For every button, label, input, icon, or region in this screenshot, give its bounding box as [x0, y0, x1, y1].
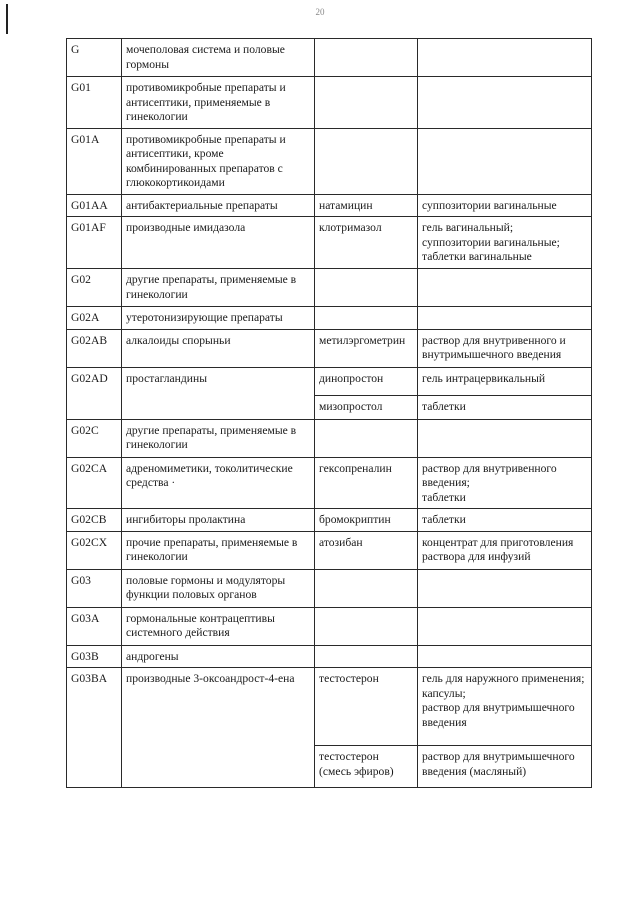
cell-form: таблетки — [418, 395, 592, 419]
cell-code: G02CA — [67, 457, 122, 509]
cell-drug — [315, 569, 418, 607]
table-body — [67, 39, 592, 788]
table-row — [67, 419, 592, 457]
cell-group: антибактериальные препараты — [122, 194, 315, 217]
scan-edge-mark — [6, 4, 8, 34]
cell-form: гель для наружного применения; капсулы; раствор для внутримышечного введения — [418, 668, 592, 746]
table-row — [67, 269, 592, 307]
table-row — [67, 457, 592, 509]
cell-code: G03BA — [67, 668, 122, 788]
cell-group: другие препараты, применяемые в гинекологии — [122, 269, 315, 307]
cell-form — [418, 607, 592, 645]
cell-code: G02 — [67, 269, 122, 307]
cell-drug: метилэргометрин — [315, 329, 418, 367]
table-row — [67, 128, 592, 194]
cell-group: гормональные контрацептивы системного действия — [122, 607, 315, 645]
table-row — [67, 39, 592, 77]
table-row — [67, 509, 592, 532]
cell-drug: клотримазол — [315, 217, 418, 269]
cell-code: G03A — [67, 607, 122, 645]
cell-group: производные имидазола — [122, 217, 315, 269]
drug-classification-table — [66, 38, 592, 788]
cell-form — [418, 39, 592, 77]
cell-drug: динопростон — [315, 367, 418, 395]
table-row — [67, 569, 592, 607]
cell-code: G01AA — [67, 194, 122, 217]
cell-group: адреномиметики, токолитические средства · — [122, 457, 315, 509]
cell-drug: мизопростол — [315, 395, 418, 419]
cell-form — [418, 307, 592, 330]
cell-group: половые гормоны и модуляторы функции половых органов — [122, 569, 315, 607]
cell-form — [418, 569, 592, 607]
cell-group: производные 3-оксоандрост-4-ена — [122, 668, 315, 788]
cell-form — [418, 419, 592, 457]
cell-code: G01AF — [67, 217, 122, 269]
cell-group: ингибиторы пролактина — [122, 509, 315, 532]
cell-form: концентрат для приготовления раствора для инфузий — [418, 531, 592, 569]
cell-form: раствор для внутривенного и внутримышечного введения — [418, 329, 592, 367]
cell-form: суппозитории вагинальные — [418, 194, 592, 217]
cell-drug: тестостерон — [315, 668, 418, 746]
cell-group: противомикробные препараты и антисептики, применяемые в гинекологии — [122, 77, 315, 129]
cell-group: алкалоиды спорыньи — [122, 329, 315, 367]
cell-code: G02CX — [67, 531, 122, 569]
cell-group: простагландины — [122, 367, 315, 419]
cell-drug: натамицин — [315, 194, 418, 217]
table-row — [67, 329, 592, 367]
cell-drug: тестостерон (смесь эфиров) — [315, 746, 418, 788]
cell-group: утеротонизирующие препараты — [122, 307, 315, 330]
cell-drug — [315, 307, 418, 330]
cell-drug — [315, 607, 418, 645]
cell-code: G03B — [67, 645, 122, 668]
cell-form: таблетки — [418, 509, 592, 532]
table-row — [67, 217, 592, 269]
cell-drug — [315, 419, 418, 457]
table-row — [67, 607, 592, 645]
cell-form — [418, 269, 592, 307]
cell-form: раствор для внутривенного введения; таблетки — [418, 457, 592, 509]
table-row — [67, 668, 592, 746]
cell-group: другие препараты, применяемые в гинекологии — [122, 419, 315, 457]
table-row — [67, 645, 592, 668]
cell-drug — [315, 77, 418, 129]
cell-drug — [315, 645, 418, 668]
cell-drug: гексопреналин — [315, 457, 418, 509]
cell-form: гель вагинальный; суппозитории вагинальные; таблетки вагинальные — [418, 217, 592, 269]
cell-code: G — [67, 39, 122, 77]
cell-form — [418, 645, 592, 668]
cell-group: мочеполовая система и половые гормоны — [122, 39, 315, 77]
cell-code: G01 — [67, 77, 122, 129]
cell-code: G01A — [67, 128, 122, 194]
cell-code: G02CB — [67, 509, 122, 532]
cell-drug: бромокриптин — [315, 509, 418, 532]
cell-code: G02AB — [67, 329, 122, 367]
cell-form — [418, 128, 592, 194]
table-row — [67, 77, 592, 129]
cell-group: прочие препараты, применяемые в гинекологии — [122, 531, 315, 569]
cell-group: противомикробные препараты и антисептики, кроме комбинированных препаратов с глюкокортикоидами — [122, 128, 315, 194]
cell-drug — [315, 269, 418, 307]
cell-drug — [315, 128, 418, 194]
table-row — [67, 531, 592, 569]
cell-drug: атозибан — [315, 531, 418, 569]
page-number: 20 — [315, 7, 325, 17]
cell-code: G02C — [67, 419, 122, 457]
cell-code: G02A — [67, 307, 122, 330]
table-row — [67, 367, 592, 395]
cell-code: G03 — [67, 569, 122, 607]
cell-code: G02AD — [67, 367, 122, 419]
cell-form: раствор для внутримышечного введения (масляный) — [418, 746, 592, 788]
cell-form — [418, 77, 592, 129]
cell-form: гель интрацервикальный — [418, 367, 592, 395]
table-row — [67, 307, 592, 330]
cell-group: андрогены — [122, 645, 315, 668]
cell-drug — [315, 39, 418, 77]
table-row — [67, 194, 592, 217]
